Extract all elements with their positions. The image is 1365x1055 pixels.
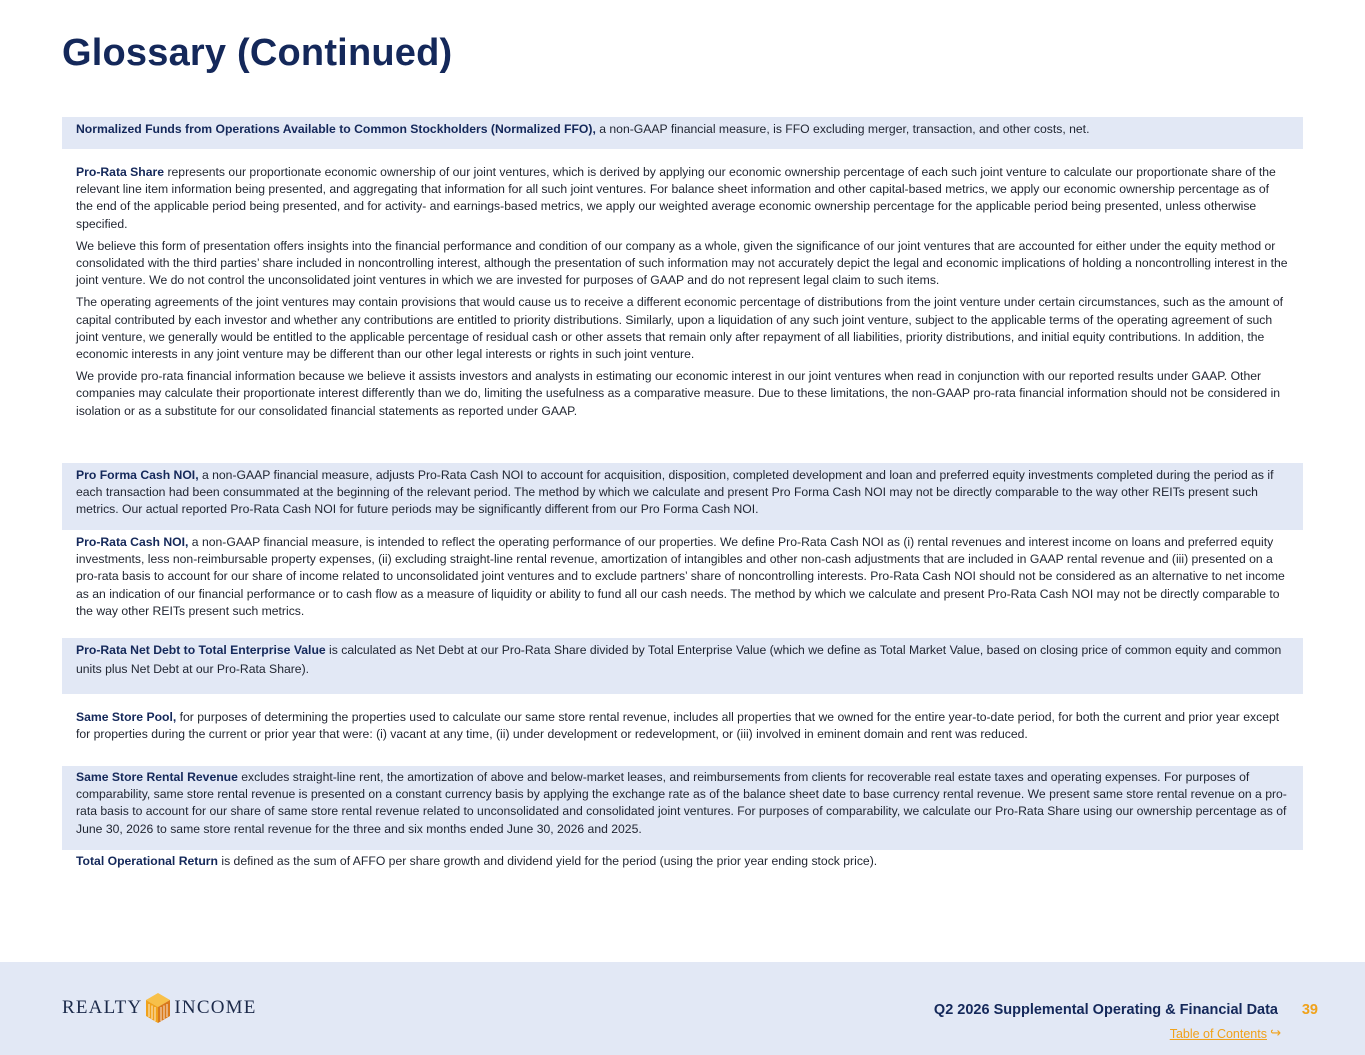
glossary-term: Total Operational Return [76, 854, 218, 868]
glossary-definition: a non-GAAP financial measure, is FFO excluding merger, transaction, and other costs, net. [595, 122, 1090, 136]
glossary-definition: for purposes of determining the properties used to calculate our same store rental revenue, includes all properties that we owned for the entire year-to-date period, for both the current and prior year except for properties during the current or prior year that were: (i) vacant at any time, (ii) under development or redevelopment, or (iii) involved in eminent domain and rent was reduced. [76, 710, 1280, 742]
glossary-definition: is calculated as Net Debt at our Pro-Rata Share divided by Total Enterprise Value (which we define as Total Market Value, based on closing price of common equity and common units plus Net Debt at our Pro-Rata Share). [76, 643, 1282, 676]
company-logo [62, 992, 257, 1024]
glossary-definition: excludes straight-line rent, the amortization of above and below-market leases, and reimbursements from clients for recoverable real estate taxes and operating expenses. For purposes of comparability, same store rental revenue is presented on a constant currency basis by applying the exchange rate as of the balance sheet date to base currency rental revenue. We present same store rental revenue on a pro-rata basis to account for our share of same store rental revenue related to unconsolidated and consolidated joint ventures. For purposes of comparability, we calculate our Pro-Rata Share using our ownership percentage as of June 30, 2026 to same store rental revenue for the three and six months ended June 30, 2026 and 2025. [76, 770, 1287, 836]
logo-word-left: REALTY [62, 997, 143, 1018]
glossary-definition: a non-GAAP financial measure, adjusts Pro-Rata Cash NOI to account for acquisition, disposition, completed development and loan and preferred equity investments completed during the period as if each transaction had been consummated at the beginning of the relevant period. The method by which we calculate and present Pro Forma Cash NOI may not be directly comparable to the way other REITs present such metrics. Our actual reported Pro-Rata Cash NOI for future periods may be significantly different from our Pro Forma Cash NOI. [76, 468, 1274, 517]
glossary-definition: a non-GAAP financial measure, is intended to reflect the operating performance of our properties. We define Pro-Rata Cash NOI as (i) rental revenues and interest income on loans and preferred equity investments, less non-reimbursable property expenses, (ii) excluding straight-line rental revenue, amortization of intangibles and other non-cash adjustments that are included in GAAP rental revenue and (iii) presented on a pro-rata basis to account for our share of income related to unconsolidated joint ventures and to exclude partners’ share of noncontrolling interests. Pro-Rata Cash NOI should not be considered as an alternative to net income as an indication of our financial performance or to cash flow as a measure of liquidity or ability to fund all our cash needs. The method by which we calculate and present Pro-Rata Cash NOI may not be directly comparable to the way other REITs present such metrics. [76, 535, 1285, 618]
glossary-paragraph: The operating agreements of the joint ventures may contain provisions that would cause us to receive a different economic percentage of distributions from the joint venture under certain circumstances, such as the amount of capital contributed by each investor and whether any contributions are entitled to priority distributions. Similarly, upon a liquidation of any such joint venture, subject to the applicable terms of the operating agreement of such joint venture, we generally would be entitled to the applicable percentage of residual cash or other assets that remain only after repayment of all liabilities, priority distributions, and initial equity contributions. In addition, the economic interests in any joint venture may be different than our other legal interests or rights in such joint venture. [76, 295, 1283, 362]
glossary-entry-normalized-ffo [62, 117, 1303, 149]
page-number: 39 [1301, 1002, 1318, 1018]
glossary-definition: is defined as the sum of AFFO per share growth and dividend yield for the period (using the prior year ending stock price). [217, 854, 878, 868]
glossary-paragraph: We believe this form of presentation offers insights into the financial performance and condition of our company as a whole, given the significance of our joint ventures that are accounted for either under the equity method or consolidated with the third parties’ share included in noncontrolling interest, although the presentation of such information may not accurately depict the legal and economic implications of holding a noncontrolling interest in the joint venture. We do not control the unconsolidated joint ventures in which we are invested for purposes of GAAP and do not represent legal claim to such items. [76, 238, 1288, 288]
logo-word-right: INCOME [174, 997, 257, 1018]
report-title: Q2 2026 Supplemental Operating & Financial Data [933, 1002, 1278, 1018]
table-of-contents-link[interactable]: Table of Contents [1169, 1027, 1267, 1041]
logo-cube-icon [145, 992, 171, 1024]
page-footer [0, 962, 1365, 1055]
glossary-entry-pro-rata-share [62, 164, 1303, 420]
glossary-entry-net-debt-tev [62, 638, 1303, 694]
glossary-entry-same-store-rental-revenue [62, 766, 1303, 850]
glossary-entry-total-operational-return [62, 853, 1303, 870]
glossary-term: Pro Forma Cash NOI, [76, 468, 199, 482]
glossary-entry-pro-forma-cash-noi [62, 463, 1303, 530]
return-arrow-icon[interactable]: ↪ [1270, 1025, 1281, 1040]
glossary-term: Normalized Funds from Operations Available to Common Stockholders (Normalized FFO), [76, 122, 596, 136]
glossary-term: Pro-Rata Share [76, 165, 165, 179]
glossary-entry-pro-rata-cash-noi [62, 533, 1303, 620]
glossary-term: Same Store Rental Revenue [76, 770, 238, 784]
glossary-term: Pro-Rata Net Debt to Total Enterprise Value [76, 643, 326, 657]
glossary-entry-same-store-pool [62, 709, 1303, 743]
glossary-term: Pro-Rata Cash NOI, [76, 535, 189, 549]
glossary-paragraph: We provide pro-rata financial information because we believe it assists investors and analysts in estimating our economic interest in our joint ventures when read in conjunction with our reported results under GAAP. Other companies may calculate their proportionate interest differently than we do, limiting the usefulness as a comparative measure. Due to these limitations, the non-GAAP pro-rata financial information should not be considered in isolation or as a substitute for our consolidated financial statements as reported under GAAP. [76, 369, 1281, 418]
glossary-term: Same Store Pool, [76, 710, 177, 724]
glossary-definition: represents our proportionate economic ownership of our joint ventures, which is derived by applying our economic ownership percentage of each such joint venture to calculate our proportionate share of the relevant line item information being presented, and aggregating that information for all such joint ventures. For balance sheet information and other capital-based metrics, we apply our economic ownership percentage as of the end of the applicable period being presented, and for activity- and earnings-based metrics, we apply our weighted average economic ownership percentage for the applicable period being presented, unless otherwise specified. [76, 165, 1276, 231]
page-title: Glossary (Continued) [62, 32, 453, 74]
